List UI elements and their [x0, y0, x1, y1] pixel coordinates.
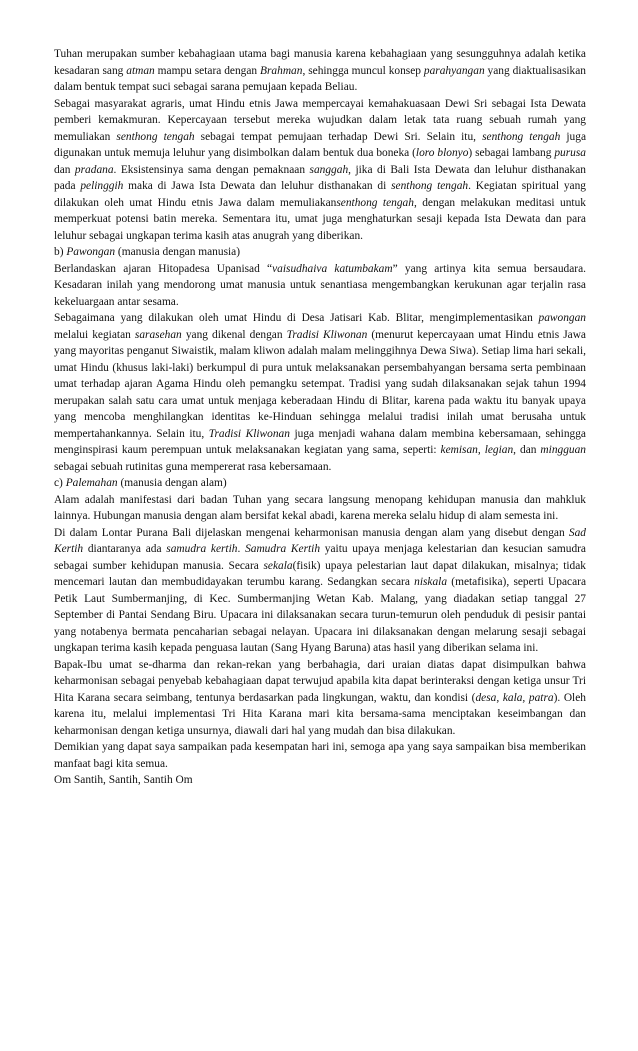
paragraph: [54, 492, 586, 525]
text-run: , jika di Bali Ista Dewata dan leluhur disthanakan pada: [54, 163, 587, 192]
document-body: [54, 46, 586, 789]
italic-term: niskala: [414, 576, 448, 588]
italic-term: Samudra Kertih: [245, 543, 321, 555]
italic-term: vaisudhaiva katumbakam: [272, 262, 393, 275]
italic-term: Palemahan: [65, 477, 118, 489]
text-run: yang dikenal dengan: [181, 328, 287, 341]
text-run: .: [237, 543, 246, 555]
paragraph: [54, 525, 586, 657]
heading-pawongan: [54, 244, 586, 261]
italic-term: sarasehan: [134, 328, 182, 341]
text-run: (fisik) upaya pelestarian laut dapat dilakukan, misalnya; tidak mencemari lautan dan membudidayakan terumbu karang. Sedangkan secara: [54, 559, 586, 588]
italic-term: loro blonyo: [415, 147, 469, 159]
text-run: maka di Jawa Ista Dewata dan leluhur disthanakan di: [123, 180, 392, 192]
text-run: mampu setara dengan: [154, 64, 261, 77]
paragraph: [54, 96, 586, 245]
text-run: , dan: [513, 444, 541, 456]
paragraph: [54, 739, 586, 772]
italic-term: atman: [126, 64, 155, 77]
paragraph: [54, 657, 586, 740]
text-run: Alam adalah manifestasi dari badan Tuhan yang secara langsung menopang kehidupan manusia dan mahkluk lainnya. Hubungan manusia dengan alam bersifat kekal abadi, karena mereka selalu hidup di alam semesta ini.: [54, 493, 586, 522]
italic-term: Sad Kertih: [54, 526, 586, 555]
italic-term: Tradisi Kliwonan: [208, 427, 290, 440]
text-run: . Kegiatan spiritual yang dilakukan oleh umat Hindu etnis Jawa dalam memuliakan: [54, 180, 587, 209]
text-run: yang diaktualisasikan dalam bentuk tempat suci sebagai sarana pemujaan kepada Beliau.: [54, 64, 587, 93]
italic-term: samudra kertih: [166, 543, 238, 555]
italic-term: pradana: [74, 163, 114, 176]
text-run: Tuhan merupakan sumber kebahagiaan utama bagi manusia karena kebahagiaan yang sesungguhnya adalah ketika kesadaran sang: [54, 48, 586, 77]
italic-term: mingguan: [540, 444, 586, 456]
italic-term: pawongan: [538, 312, 586, 324]
text-run: sebagai sebuah rutinitas guna mempererat rasa kebersamaan.: [54, 460, 332, 473]
italic-term: senthong tengah: [391, 180, 469, 192]
text-run: Sebagai masyarakat agraris, umat Hindu etnis Jawa mempercayai kemahakuasaan Dewi Sri sebagai Ista Dewata pemberi kemakmuran. Kepercayaan tersebut mereka wujudkan dalam letak tata ruang sebuah rumah yang memuliakan: [54, 97, 586, 143]
text-run: (manusia dengan manusia): [115, 246, 241, 258]
text-run: Bapak-Ibu umat se-dharma dan rekan-rekan yang berbahagia, dari uraian diatas dapat disimpulkan bahwa keharmonisan sebagai penyebab kebahagiaan dapat terwujud apabila kita dapat berinteraksi dengan ketiga unsur Tri Hita Karana secara seimbang, tentunya berdasarkan pada lingkungan, waktu, dan kondisi (: [54, 658, 586, 704]
italic-term: purusa: [554, 147, 586, 159]
paragraph: [54, 46, 586, 96]
text-run: dan: [54, 163, 75, 176]
text-run: yaitu upaya menjaga kelestarian dan kesucian samudra sebagai sumber kehidupan manusia. Secara: [54, 543, 586, 572]
italic-term: senthong tengah: [116, 130, 195, 143]
italic-term: Pawongan: [66, 246, 116, 258]
text-run: Di dalam Lontar Purana Bali dijelaskan mengenai keharmonisan manusia dengan alam yang disebut dengan: [54, 526, 569, 539]
text-run: ). Oleh karena itu, melalui implementasi Tri Hita Karana mari kita bersama-sama menciptakan keseimbangan dan keharmonisan dengan ketiga unsurnya, diawali dari hal yang mudah dan bisa dilakukan.: [54, 691, 586, 737]
italic-term: parahyangan: [423, 64, 485, 77]
paragraph: [54, 261, 586, 311]
text-run: b): [54, 246, 67, 258]
text-run: ) sebagai lambang: [468, 147, 555, 159]
text-run: , sehingga muncul konsep: [302, 64, 424, 77]
text-run: diantaranya ada: [83, 543, 167, 555]
paragraph: [54, 310, 586, 475]
text-run: (menurut kepercayaan umat Hindu etnis Jawa yang mayoritas penganut Siwaistik, malam kliwon adalah malam melinggihnya Dewa Siwa). Setiap lima hari sekali, umat Hindu (khusus laki-laki) berkumpul di pura untuk melaksanakan persembahyangan bersama serta pembinaan umat terhadap ajaran Agama Hindu oleh pemangku setempat. Tradisi yang sudah dilaksanakan sejak tahun 1994 merupakan salah satu cara umat untuk menjaga keberadaan Hindu di Blitar, karena pada waktu itu banyak upaya yang mencoba menghilangkan identitas ke-Hinduan sehingga melalui tradisi inilah umat berusaha untuk mempertahankannya. Selain itu,: [54, 328, 586, 440]
text-run: (metafisika), seperti Upacara Petik Laut Sumbermanjing, di Kec. Sumbermanjing Wetan Kab. Malang, yang diadakan setiap tanggal 27 September di Pantai Sendang Biru. Upacara ini dilaksanakan secara turun-temurun oleh penduduk di pesisir pantai yang notabenya bermata pencaharian sebagai nelayan. Upacara ini dilaksanakan dengan melarung sesaji sebagai ungkapan terima kasih kepada penguasa lautan (Sang Hyang Baruna) atas hasil yang diberikan selama ini.: [54, 576, 586, 654]
text-run: , dengan melakukan meditasi untuk memperkuat potensi batin mereka. Sementara itu, umat juga menghaturkan sesaji kepada Ista Dewata dan para leluhur sebagai ungkapan terima kasih atas anugrah yang diberikan.: [54, 196, 586, 242]
text-run: melalui kegiatan: [54, 328, 135, 341]
italic-term: sekala: [263, 559, 293, 572]
italic-term: sanggah: [309, 163, 349, 176]
text-run: Om Santih, Santih, Santih Om: [54, 774, 193, 786]
text-run: . Eksistensinya sama dengan pemaknaan: [113, 163, 310, 176]
text-run: c): [54, 477, 66, 489]
text-run: juga menjadi wahana dalam membina kebersamaan, sehingga menginspirasi kaum perempuan untuk melaksanakan kegiatan yang sama, seperti:: [54, 427, 586, 456]
text-run: (manusia dengan alam): [117, 477, 227, 489]
text-run: sebagai tempat pemujaan terhadap Dewi Sri. Selain itu,: [194, 130, 483, 143]
italic-term: pelinggih: [80, 180, 124, 192]
italic-term: senthong tengah: [482, 130, 561, 143]
italic-term: kemisan, legian: [440, 444, 514, 456]
text-run: Demikian yang dapat saya sampaikan pada kesempatan hari ini, semoga apa yang saya sampaikan bisa memberikan manfaat bagi kita semua.: [54, 741, 586, 770]
text-run: juga digunakan untuk memuja leluhur yang disimbolkan dalam bentuk dua boneka (: [54, 130, 586, 159]
text-run: ” yang artinya kita semua bersaudara. Kesadaran inilah yang mendorong umat manusia untuk senantiasa mengembangkan kerukunan agar terjalin rasa kekeluargaan antar sesama.: [54, 262, 586, 308]
italic-term: desa, kala, patra: [475, 691, 554, 704]
italic-term: senthong tengah: [336, 196, 414, 209]
heading-palemahan: [54, 475, 586, 492]
text-run: Sebagaimana yang dilakukan oleh umat Hindu di Desa Jatisari Kab. Blitar, mengimplementasikan: [54, 312, 539, 324]
text-run: Berlandaskan ajaran Hitopadesa Upanisad “: [54, 262, 273, 275]
closing-salutation: [54, 772, 586, 789]
italic-term: Tradisi Kliwonan: [286, 328, 368, 341]
italic-term: Brahman: [260, 64, 303, 77]
